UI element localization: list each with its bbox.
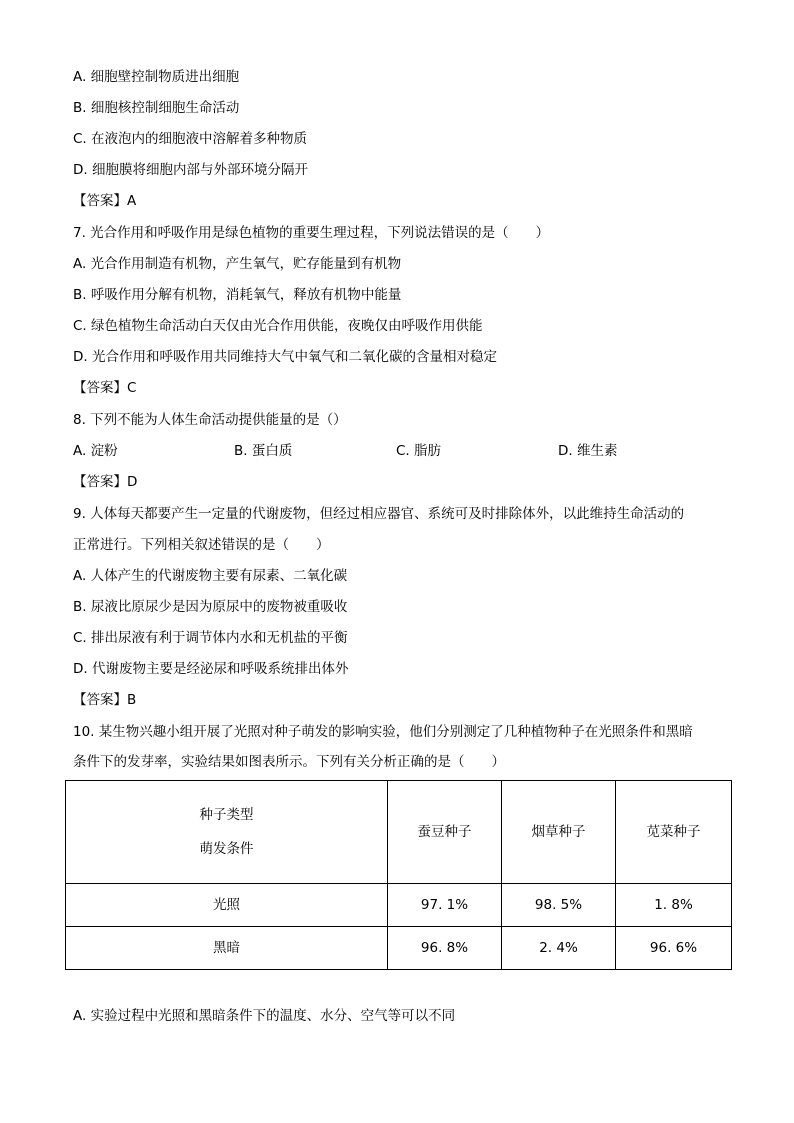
q9-stem-line2: 正常进行。下列相关叙述错误的是（ ） — [73, 537, 330, 553]
q7-option-d: D. 光合作用和呼吸作用共同维持大气中氧气和二氧化碳的含量相对稳定 — [73, 349, 497, 365]
corner-germination-condition: 萌发条件 — [199, 841, 254, 857]
table-row-dark — [66, 927, 732, 970]
q6-option-a: A. 细胞壁控制物质进出细胞 — [73, 69, 240, 85]
q8-option-d: D. 维生素 — [558, 443, 618, 459]
q8-option-c: C. 脂肪 — [396, 443, 442, 459]
table-cell: 2. 4% — [502, 927, 616, 970]
table-cell: 96. 6% — [616, 927, 732, 970]
germination-table — [65, 780, 732, 970]
q7-option-c: C. 绿色植物生命活动白天仅由光合作用供能，夜晚仅由呼吸作用供能 — [73, 318, 483, 334]
q9-option-d: D. 代谢废物主要是经泌尿和呼吸系统排出体外 — [73, 661, 349, 677]
q8-answer: 【答案】D — [73, 474, 138, 490]
q9-option-a: A. 人体产生的代谢废物主要有尿素、二氧化碳 — [73, 568, 348, 584]
column-header: 苋菜种子 — [616, 781, 732, 884]
q8-options — [73, 441, 723, 461]
q7-option-a: A. 光合作用制造有机物，产生氧气，贮存能量到有机物 — [73, 256, 402, 272]
table-corner-cell — [66, 781, 388, 884]
q8-stem: 8. 下列不能为人体生命活动提供能量的是（） — [73, 412, 347, 428]
q7-option-b: B. 呼吸作用分解有机物，消耗氧气，释放有机物中能量 — [73, 287, 402, 303]
q6-option-d: D. 细胞膜将细胞内部与外部环境分隔开 — [73, 162, 308, 178]
corner-seed-type: 种子类型 — [199, 807, 254, 823]
q9-stem-line1: 9. 人体每天都要产生一定量的代谢废物，但经过相应器官、系统可及时排除体外，以此维持生命活动的 — [73, 506, 685, 522]
table-header-row — [66, 781, 732, 884]
q10-stem-line2: 条件下的发芽率，实验结果如图表所示。下列有关分析正确的是（ ） — [73, 754, 505, 770]
q7-answer: 【答案】C — [73, 380, 137, 396]
q10-stem-line1: 10. 某生物兴趣小组开展了光照对种子萌发的影响实验，他们分别测定了几种植物种子在光照条件和黑暗 — [73, 724, 693, 740]
q6-option-c: C. 在液泡内的细胞液中溶解着多种物质 — [73, 131, 308, 147]
row-label: 光照 — [66, 884, 388, 927]
column-header: 烟草种子 — [502, 781, 616, 884]
q9-option-b: B. 尿液比原尿少是因为原尿中的废物被重吸收 — [73, 599, 348, 615]
q8-option-a: A. 淀粉 — [73, 443, 118, 459]
row-label: 黑暗 — [66, 927, 388, 970]
table-cell: 97. 1% — [388, 884, 502, 927]
q6-option-b: B. 细胞核控制细胞生命活动 — [73, 100, 240, 116]
table-cell: 96. 8% — [388, 927, 502, 970]
column-header: 蚕豆种子 — [388, 781, 502, 884]
table-cell: 1. 8% — [616, 884, 732, 927]
q10-option-a: A. 实验过程中光照和黑暗条件下的温度、水分、空气等可以不同 — [73, 1008, 456, 1024]
table-cell: 98. 5% — [502, 884, 616, 927]
q9-answer: 【答案】B — [73, 692, 137, 708]
q9-option-c: C. 排出尿液有利于调节体内水和无机盐的平衡 — [73, 630, 348, 646]
q7-stem: 7. 光合作用和呼吸作用是绿色植物的重要生理过程，下列说法错误的是（ ） — [73, 225, 550, 241]
q6-answer: 【答案】A — [73, 193, 137, 209]
q8-option-b: B. 蛋白质 — [234, 443, 293, 459]
table-row-light — [66, 884, 732, 927]
